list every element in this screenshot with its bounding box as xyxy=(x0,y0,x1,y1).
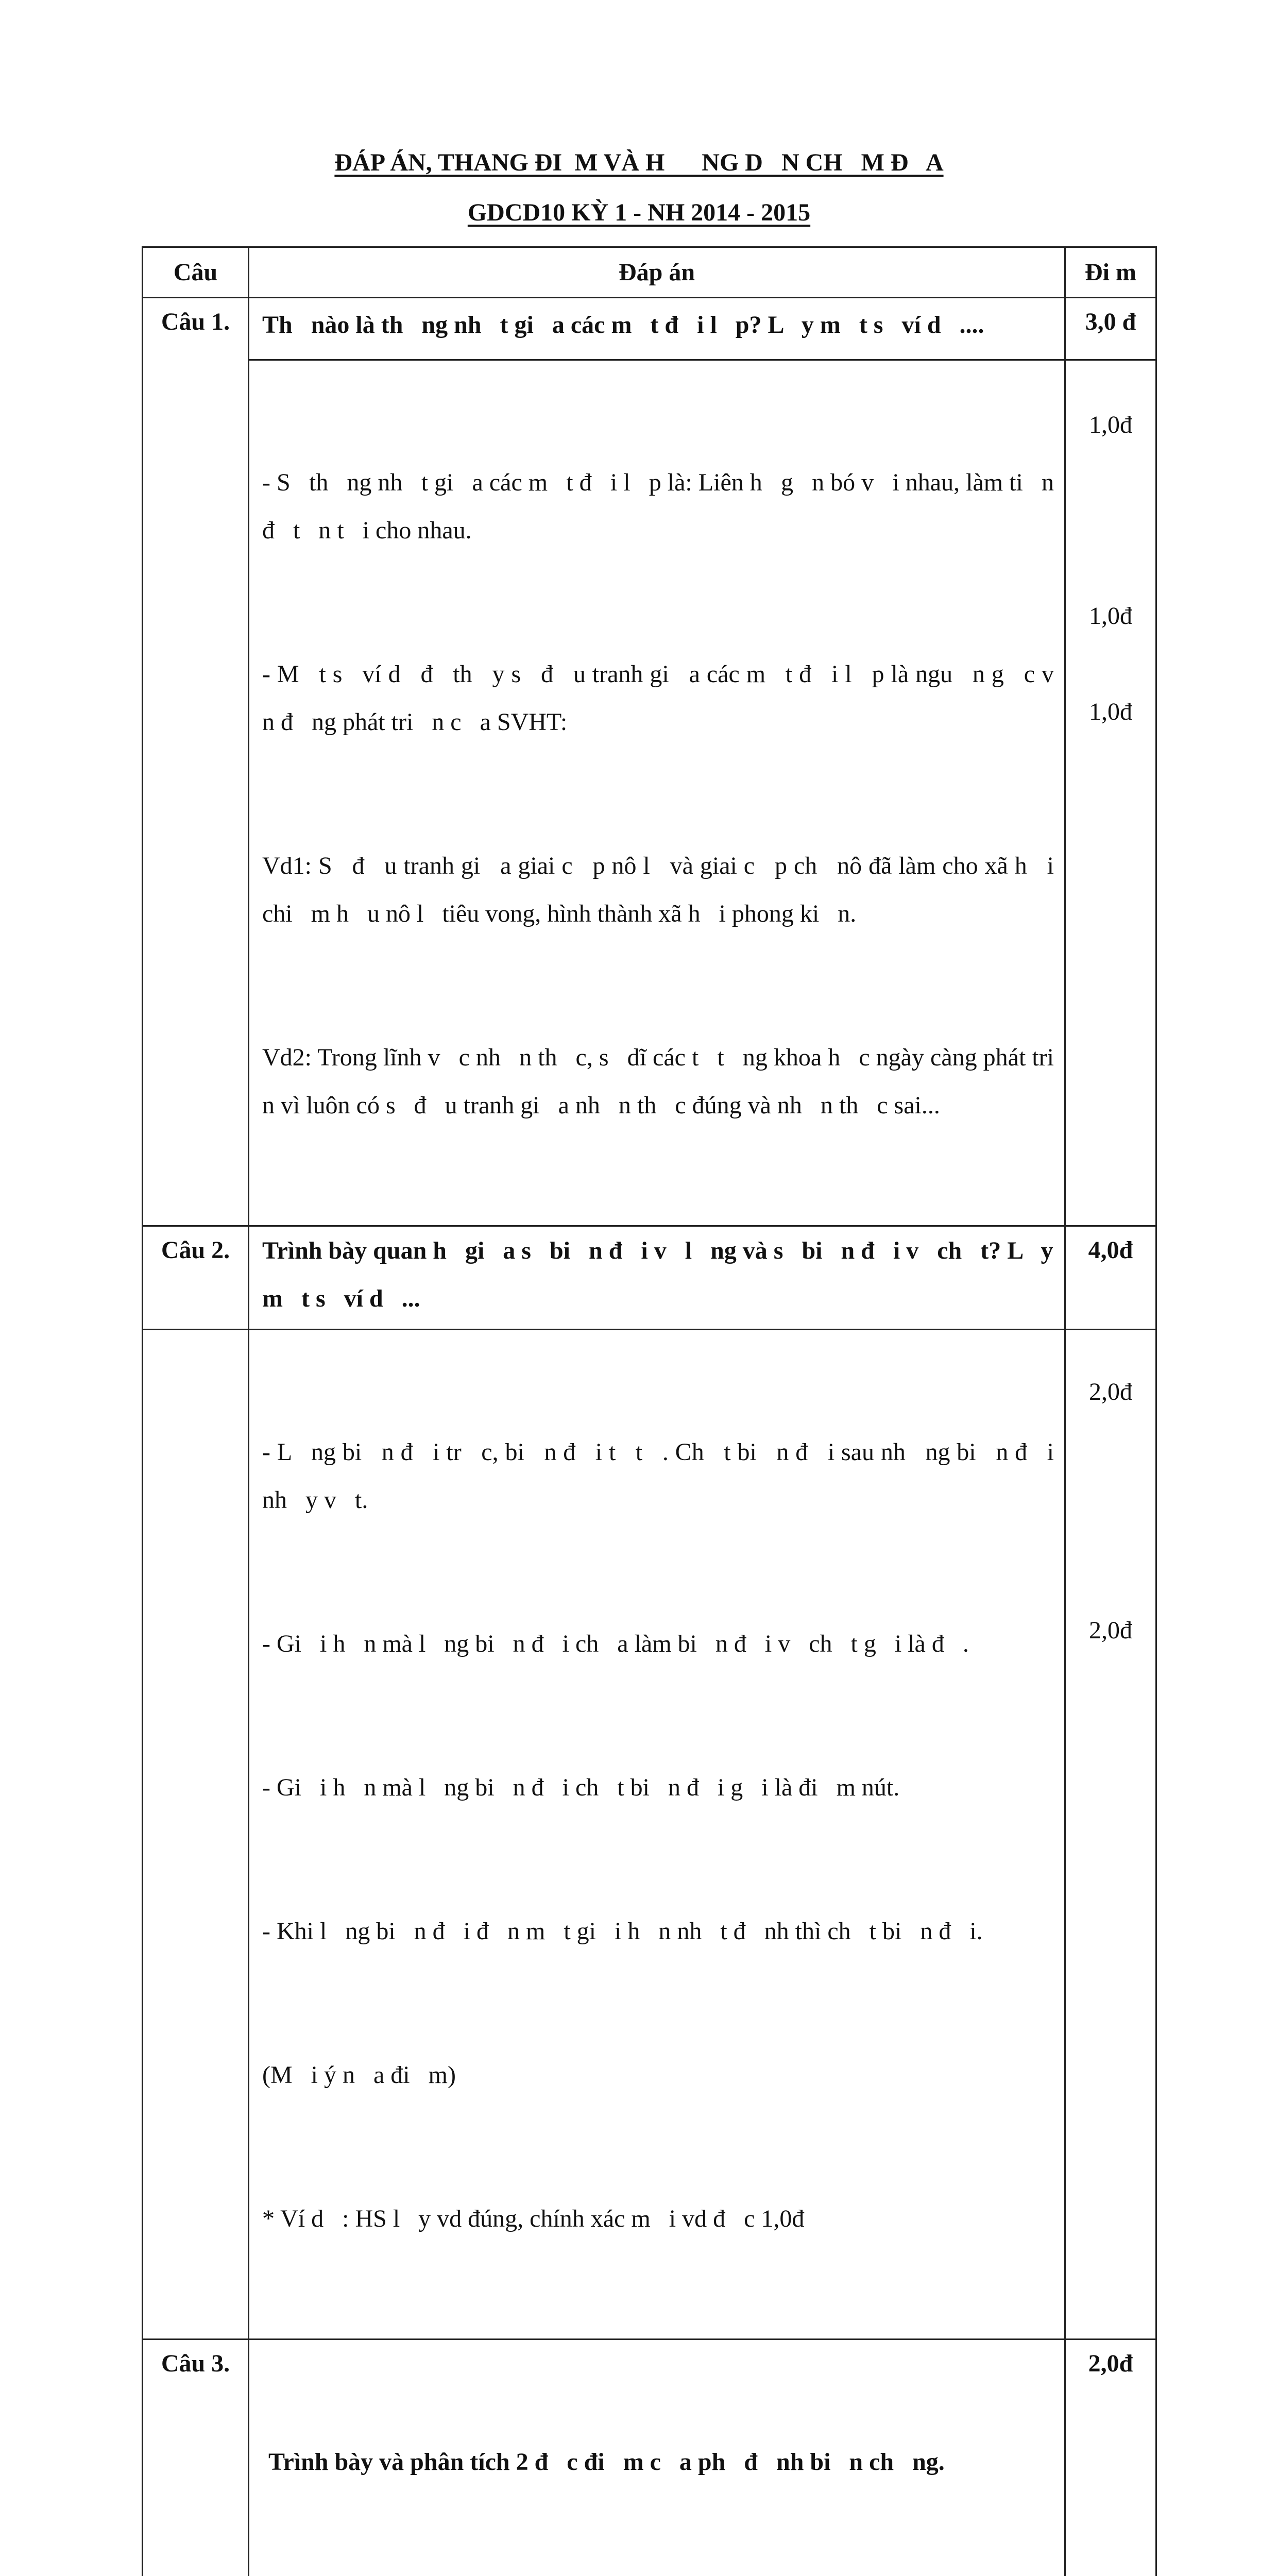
question-1-label: Câu 1. xyxy=(143,298,249,1226)
question-3-points: 2,0đ xyxy=(1065,2340,1156,2576)
answer-2-line-4: - Khi l ng bi n đ i đ n m t gi i h n nh t đ nh thì ch t bi n đ i. xyxy=(262,1907,1054,1955)
header-cau: Câu xyxy=(143,247,249,298)
question-3-row xyxy=(143,2340,1156,2576)
answer-1-row xyxy=(143,360,1156,1226)
answer-1-score-2: 1,0đ xyxy=(1066,602,1155,630)
answer-2-scores xyxy=(1065,1330,1156,2340)
answer-table xyxy=(142,246,1157,2576)
question-2-points: 4,0đ xyxy=(1065,1226,1156,1330)
answer-1-line-4: Vd2: Trong lĩnh v c nh n th c, s dĩ các t t ng khoa h c ngày càng phát tri n vì luôn có s đ u tranh gi a nh n th c đúng và nh n th c sai... xyxy=(262,1033,1054,1129)
answer-1-line-2: - M t s ví d đ th y s đ u tranh gi a các m t đ i l p là ngu n g c v n đ ng phát tri n c a SVHT: xyxy=(262,650,1054,746)
answer-2-row xyxy=(143,1330,1156,2340)
question-3-label: Câu 3. xyxy=(143,2340,249,2576)
answer-1-scores xyxy=(1065,360,1156,1226)
question-1-row xyxy=(143,298,1156,360)
answer-2-line-1: - L ng bi n đ i tr c, bi n đ i t t . Ch t bi n đ i sau nh ng bi n đ i nh y v t. xyxy=(262,1428,1054,1524)
question-1-text: Th nào là th ng nh t gi a các m t đ i l p? L y m t s ví d .... xyxy=(249,298,1065,360)
question-2-empty-cell xyxy=(143,1330,249,2340)
question-2-row xyxy=(143,1226,1156,1330)
answer-1-line-3: Vd1: S đ u tranh gi a giai c p nô l và giai c p ch nô đã làm cho xã h i chi m h u nô l tiêu vong, hình thành xã h i phong ki n. xyxy=(262,842,1054,938)
document-title: ĐÁP ÁN, THANG ĐI M VÀ H NG D N CH M Đ A xyxy=(0,148,1278,177)
header-diem: Đi m xyxy=(1065,247,1156,298)
question-2-text: Trình bày quan h gi a s bi n đ i v l ng và s bi n đ i v ch t? L y m t s ví d ... xyxy=(249,1226,1065,1330)
answer-1-score-3: 1,0đ xyxy=(1066,698,1155,726)
question-1-points: 3,0 đ xyxy=(1065,298,1156,360)
question-3-text: Trình bày và phân tích 2 đ c đi m c a ph đ nh bi n ch ng. xyxy=(262,2438,1054,2486)
answer-2-score-2: 2,0đ xyxy=(1066,1616,1155,1645)
answer-2-score-1: 2,0đ xyxy=(1066,1378,1155,1406)
answer-2-line-3: - Gi i h n mà l ng bi n đ i ch t bi n đ i g i là đi m nút. xyxy=(262,1764,1054,1811)
answer-2-line-6: * Ví d : HS l y vd đúng, chính xác m i vd đ c 1,0đ xyxy=(262,2195,1054,2243)
answer-2-line-2: - Gi i h n mà l ng bi n đ i ch a làm bi n đ i v ch t g i là đ . xyxy=(262,1620,1054,1668)
answer-2-line-5: (M i ý n a đi m) xyxy=(262,2051,1054,2099)
document-subtitle: GDCD10 KỲ 1 - NH 2014 - 2015 xyxy=(0,198,1278,227)
answer-2-content xyxy=(249,1330,1065,2340)
answer-1-content xyxy=(249,360,1065,1226)
table-header-row xyxy=(143,247,1156,298)
answer-3-content xyxy=(249,2340,1065,2576)
answer-1-line-1: - S th ng nh t gi a các m t đ i l p là: Liên h g n bó v i nhau, làm ti n đ t n t i cho nhau. xyxy=(262,459,1054,554)
answer-1-score-1: 1,0đ xyxy=(1066,411,1155,439)
question-2-label: Câu 2. xyxy=(143,1226,249,1330)
header-dap-an: Đáp án xyxy=(249,247,1065,298)
